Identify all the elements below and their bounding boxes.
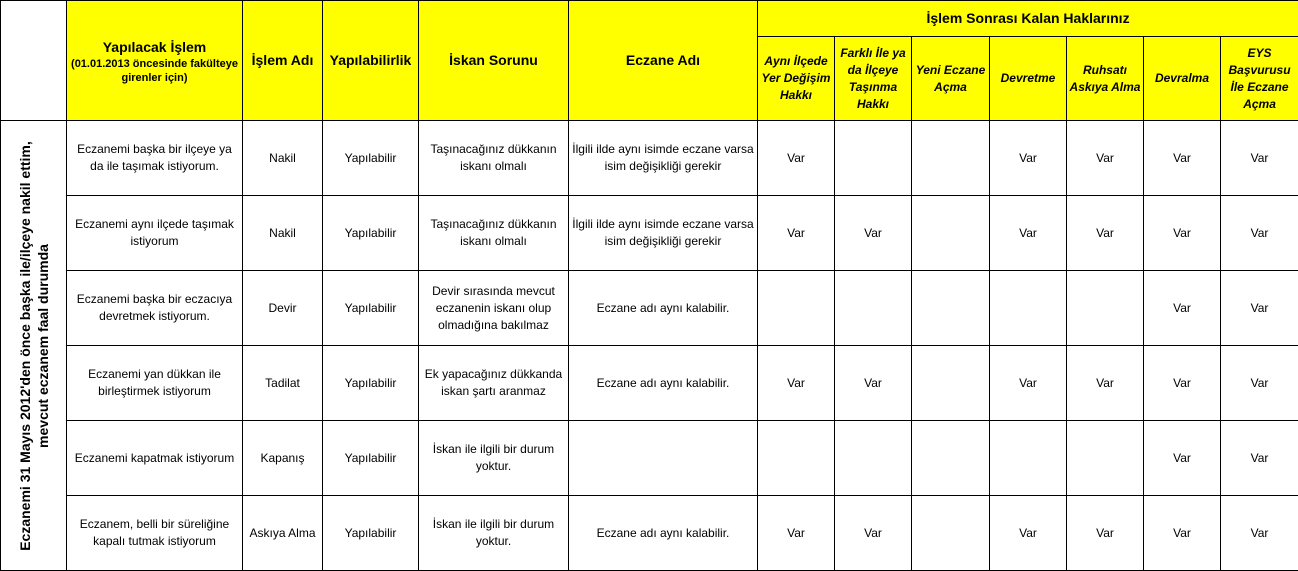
cell-right: Var xyxy=(835,346,912,421)
cell-right xyxy=(990,271,1067,346)
cell-right xyxy=(912,271,990,346)
header-right-farkli-ile: Farklı İle ya da İlçeye Taşınma Hakkı xyxy=(835,37,912,121)
cell-right: Var xyxy=(1144,346,1221,421)
cell-right: Var xyxy=(1067,121,1144,196)
cell-eczane-adi: Eczane adı aynı kalabilir. xyxy=(569,496,758,571)
cell-right xyxy=(1067,421,1144,496)
cell-eczane-adi: Eczane adı aynı kalabilir. xyxy=(569,346,758,421)
cell-right: Var xyxy=(1221,421,1298,496)
cell-right: Var xyxy=(1144,196,1221,271)
cell-iskan: Ek yapacağınız dükkanda iskan şartı aranmaz xyxy=(419,346,569,421)
cell-islem: Eczanem, belli bir süreliğine kapalı tutmak istiyorum xyxy=(67,496,243,571)
cell-right xyxy=(912,496,990,571)
cell-islem: Eczanemi başka bir eczacıya devretmek istiyorum. xyxy=(67,271,243,346)
cell-islem: Eczanemi kapatmak istiyorum xyxy=(67,421,243,496)
cell-right: Var xyxy=(1221,271,1298,346)
cell-islem: Eczanemi yan dükkan ile birleştirmek istiyorum xyxy=(67,346,243,421)
cell-islem: Eczanemi başka bir ilçeye ya da ile taşımak istiyorum. xyxy=(67,121,243,196)
cell-right: Var xyxy=(835,496,912,571)
table-row xyxy=(1,271,1298,346)
header-yapilacak-islem xyxy=(67,1,243,121)
cell-right xyxy=(835,421,912,496)
header-row-1 xyxy=(1,1,1298,37)
cell-right: Var xyxy=(1144,121,1221,196)
yapilacak-islem-title: Yapılacak İşlem xyxy=(69,37,240,57)
cell-islem-adi: Devir xyxy=(243,271,323,346)
cell-right: Var xyxy=(758,496,835,571)
cell-yapilabilirlik: Yapılabilir xyxy=(323,421,419,496)
cell-yapilabilirlik: Yapılabilir xyxy=(323,121,419,196)
cell-right xyxy=(912,196,990,271)
cell-right: Var xyxy=(990,496,1067,571)
cell-islem: Eczanemi aynı ilçede taşımak istiyorum xyxy=(67,196,243,271)
header-yapilabilirlik: Yapılabilirlik xyxy=(323,1,419,121)
cell-islem-adi: Kapanış xyxy=(243,421,323,496)
cell-right: Var xyxy=(835,196,912,271)
cell-iskan: İskan ile ilgili bir durum yoktur. xyxy=(419,421,569,496)
cell-islem-adi: Tadilat xyxy=(243,346,323,421)
cell-right xyxy=(758,271,835,346)
cell-iskan: Taşınacağınız dükkanın iskanı olmalı xyxy=(419,121,569,196)
header-islem-adi: İşlem Adı xyxy=(243,1,323,121)
yapilacak-islem-subtitle: (01.01.2013 öncesinde fakülteye girenler için) xyxy=(69,57,240,85)
cell-islem-adi: Nakil xyxy=(243,121,323,196)
cell-right xyxy=(835,121,912,196)
header-eczane-adi: Eczane Adı xyxy=(569,1,758,121)
cell-islem-adi: Nakil xyxy=(243,196,323,271)
cell-right: Var xyxy=(1144,496,1221,571)
cell-eczane-adi: İlgili ilde aynı isimde eczane varsa isim değişikliği gerekir xyxy=(569,196,758,271)
header-right-eys: EYS Başvurusu İle Eczane Açma xyxy=(1221,37,1298,121)
table-row xyxy=(1,121,1298,196)
header-kalan-haklar: İşlem Sonrası Kalan Haklarınız xyxy=(758,1,1298,37)
cell-right: Var xyxy=(1067,196,1144,271)
table-row xyxy=(1,196,1298,271)
cell-right: Var xyxy=(1221,196,1298,271)
table-row xyxy=(1,346,1298,421)
cell-right: Var xyxy=(1067,346,1144,421)
cell-right xyxy=(758,421,835,496)
cell-islem-adi: Askıya Alma xyxy=(243,496,323,571)
cell-right: Var xyxy=(1144,271,1221,346)
header-right-devralma: Devralma xyxy=(1144,37,1221,121)
header-right-yeni-eczane: Yeni Eczane Açma xyxy=(912,37,990,121)
cell-yapilabilirlik: Yapılabilir xyxy=(323,346,419,421)
cell-right xyxy=(912,121,990,196)
cell-right: Var xyxy=(990,196,1067,271)
side-label-cell xyxy=(1,121,67,571)
cell-right: Var xyxy=(1144,421,1221,496)
header-right-ruhsati-askiya: Ruhsatı Askıya Alma xyxy=(1067,37,1144,121)
cell-right xyxy=(912,346,990,421)
cell-right: Var xyxy=(1221,496,1298,571)
cell-eczane-adi: İlgili ilde aynı isimde eczane varsa isim değişikliği gerekir xyxy=(569,121,758,196)
cell-yapilabilirlik: Yapılabilir xyxy=(323,196,419,271)
cell-right xyxy=(990,421,1067,496)
side-label: Eczanemi 31 Mayıs 2012'den önce başka ile/ilçeye nakil ettim, mevcut eczanem faal durumda xyxy=(16,126,52,566)
cell-iskan: Devir sırasında mevcut eczanenin iskanı olup olmadığına bakılmaz xyxy=(419,271,569,346)
corner-cell xyxy=(1,1,67,121)
cell-right: Var xyxy=(990,121,1067,196)
cell-iskan: Taşınacağınız dükkanın iskanı olmalı xyxy=(419,196,569,271)
header-right-devretme: Devretme xyxy=(990,37,1067,121)
cell-right: Var xyxy=(1221,121,1298,196)
header-right-ayni-ilcede: Aynı İlçede Yer Değişim Hakkı xyxy=(758,37,835,121)
cell-right xyxy=(912,421,990,496)
cell-yapilabilirlik: Yapılabilir xyxy=(323,271,419,346)
table-row xyxy=(1,421,1298,496)
cell-eczane-adi xyxy=(569,421,758,496)
cell-eczane-adi: Eczane adı aynı kalabilir. xyxy=(569,271,758,346)
cell-right xyxy=(835,271,912,346)
cell-iskan: İskan ile ilgili bir durum yoktur. xyxy=(419,496,569,571)
cell-right xyxy=(1067,271,1144,346)
cell-right: Var xyxy=(990,346,1067,421)
cell-yapilabilirlik: Yapılabilir xyxy=(323,496,419,571)
cell-right: Var xyxy=(1221,346,1298,421)
cell-right: Var xyxy=(758,121,835,196)
cell-right: Var xyxy=(1067,496,1144,571)
cell-right: Var xyxy=(758,346,835,421)
header-iskan-sorunu: İskan Sorunu xyxy=(419,1,569,121)
cell-right: Var xyxy=(758,196,835,271)
table-row xyxy=(1,496,1298,571)
